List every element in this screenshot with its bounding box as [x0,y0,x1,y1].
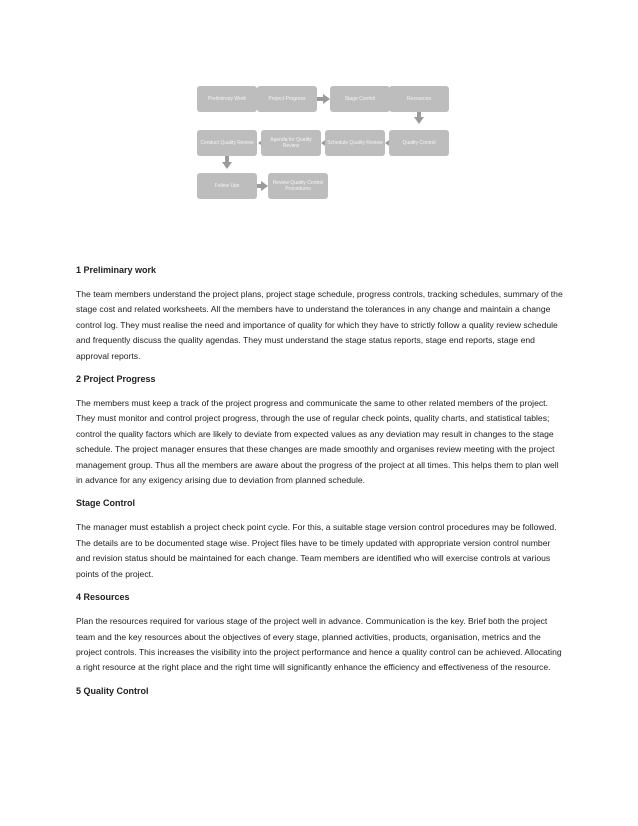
box-project-progress: Project Progress [257,86,317,112]
box-schedule-quality-review: Schedule Quality Review [325,130,385,156]
box-follow-ups: Follow Ups [197,173,257,199]
section-paragraph: The manager must establish a project check point cycle. For this, a suitable stage version control procedures may be followed. The details are to be documented stage wise. Project files have to be timely updated with appropriate version control number and revision status should be maintained for each change. Team members are identified who will exercise controls at various points of the project. [76,522,557,579]
section-heading: 4 Resources [76,592,130,603]
section-heading: 1 Preliminary work [76,265,157,275]
arrow-down-icon [414,117,424,124]
arrow-right-icon [323,94,330,104]
section-heading: 5 Quality Control [76,685,149,696]
box-preliminary-work: Preliminary Work [197,86,257,112]
box-review-quality-control-procedures: Review Quality Control Procedures [268,173,328,199]
document-body [76,264,564,708]
section-paragraph: The members must keep a track of the project progress and communicate the same to other related members of the project. They must monitor and control project progress, through the use of regular check points, quality charts, and statistical tables; control the quality factors which are likely to deviate from expected values as any deviation may result in changes to the stage schedule. The project manager ensures that these changes are made smoothly and organises review meeting with the project management group. Thus all the members are aware about the progress of the project at all times. This helps them to plan well in advance for any exigency arising due to deviation from planned schedule. [76,398,559,486]
arrow-right-icon [261,181,268,191]
section-paragraph: Plan the resources required for various stage of the project well in advance. Communication is the key. Brief both the project team and the key resources about the objectives of every stage, planned activities, products, organisation, metrics and the project controls. This increases the visibility into the project performance and hence a quality control can be achieved. Allocating a right resource at the right place and the right time will significantly enhance the efficiency and effectiveness of the resource. [76,616,562,673]
box-conduct-quality-review: Conduct Quality Review [197,130,257,156]
box-stage-control: Stage Control [330,86,390,112]
box-resources: Resources [389,86,449,112]
box-agenda-quality-review: Agenda for Quality Review [261,130,321,156]
section-heading: Stage Control [76,498,136,509]
section-paragraph: The team members understand the project plans, project stage schedule, progress controls, tracking schedules, summary of the stage cost and related worksheets. All the members have to understand the tolerances in any change and maintain a change control log. They must realise the need and importance of quality for which they have to strictly follow a quality review schedule and frequently discuss the quality agendas. They must understand the stage status reports, stage end reports, stage end approval reports. [76,289,563,361]
process-flow-diagram [0,0,638,215]
section-heading: 2 Project Progress [76,374,156,385]
box-quality-control: Quality Control [389,130,449,156]
arrow-down-icon [222,162,232,169]
